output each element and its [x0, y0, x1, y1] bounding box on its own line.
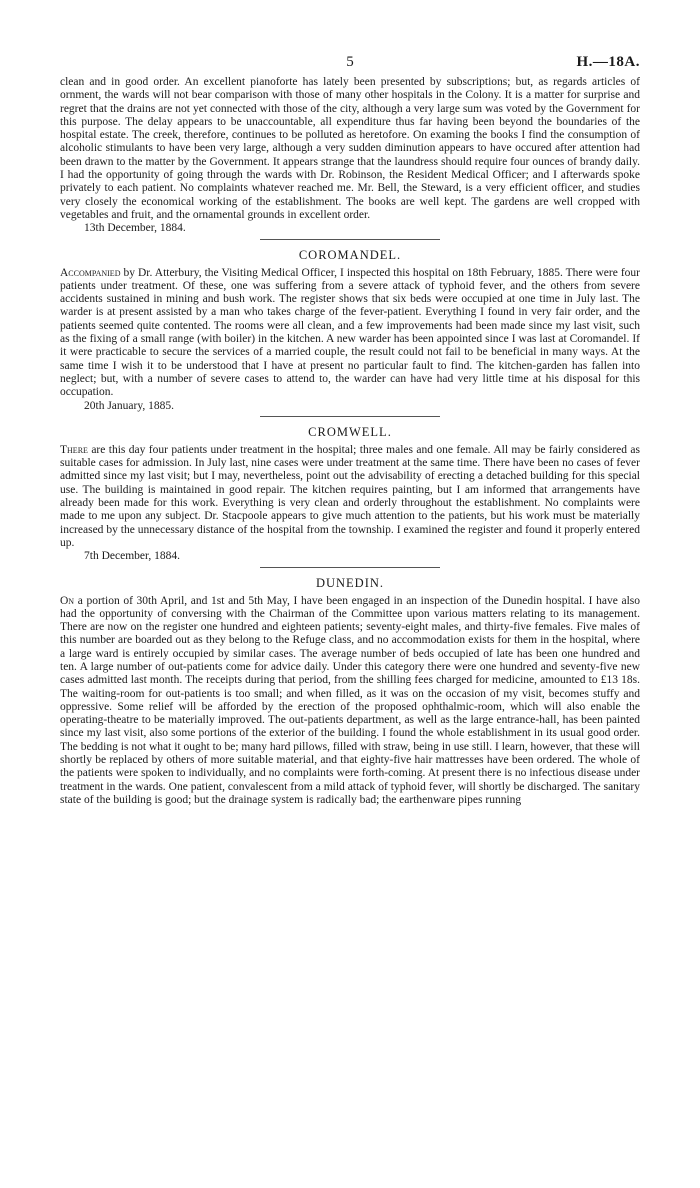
page-body	[60, 76, 640, 807]
coromandel-paragraph	[60, 267, 640, 400]
dunedin-lead-word: On	[60, 594, 75, 607]
dunedin-paragraph	[60, 595, 640, 808]
document-reference: H.—18A.	[576, 54, 640, 70]
dunedin-body: a portion of 30th April, and 1st and 5th May, I have been engaged in an inspection of the Dunedin hospital. I have also had the opportunity of conversing with the Chairman of the Committee upon various matters relating to its management. There are now on the register one hundred and eighteen patients; seventy-eight males, and thirty-five females. Five males of this number are boarded out as they belong to the Refuge class, and no accommodation exists for them in the hospital, where a large ward is entirely occupied by similar cases. The average number of beds occupied of late has been one hundred and ten. A large number of out-patients come for advice daily. Under this category there were one hundred and seventy-five new cases admitted last month. The receipts during that period, from the shilling fees charged for medicine, amounted to £13 18s. The waiting-room for out-patients is too small; and when filled, as it was on the occasion of my visit, becomes stuffy and oppressive. Some relief will be afforded by the erection of the proposed ophthalmic-room, which will also enable the operating-theatre to be materially improved. The out-patients department, as well as the large entrance-hall, has been painted since my last visit, also some portions of the exterior of the building. I found the whole establishment in its usual good order. The bedding is not what it ought to be; many hard pillows, filled with straw, being in use still. I learn, however, that these will shortly be replaced by others of more suitable material, and that eighty-five hair mattresses have been ordered. The whole of the patients were spoken to individually, and no complaints were forth-coming. At present there is no infectious disease under treatment in the wards. One patient, convalescent from a mild attack of typhoid fever, will shortly be discharged. The sanitary state of the building is good; but the drainage system is radically bad; the earthenware pipes running	[60, 594, 640, 806]
coromandel-heading: COROMANDEL.	[298, 247, 402, 262]
cromwell-heading: CROMWELL.	[308, 424, 392, 439]
continuation-paragraph: clean and in good order. An excellent pianoforte has lately been presented by subscriptions; but, as regards articles of ornment, the wards will not bear comparison with those of many other hospitals in the Colony. It is a matter for surprise and regret that the drains are not yet connected with those of the city, although a very large sum was voted by the Government for this purpose. The delay appears to be unaccountable, all expenditure thus far having been beyond the boundaries of the hospital estate. The creek, therefore, continues to be polluted as heretofore. On examing the books I find the consumption of alcoholic stimulants to have been very large, although a very sudden diminution appears to have occured after attention had been drawn to the matter by the Government. It appears strange that the laundress should require four ounces of brandy daily. I had the opportunity of going through the wards with Dr. Robinson, the Resident Medical Officer; and I afterwards spoke privately to each patient. No complaints whatever reached me. Mr. Bell, the Steward, is a very efficient officer, and studies very closely the economical working of the establishment. The books are well kept. The gardens are well cropped with vegetables and fruit, and the ornamental grounds in excellent order.	[60, 76, 640, 221]
coromandel-date: 20th January, 1885.	[84, 399, 174, 412]
dunedin-heading: DUNEDIN.	[315, 575, 385, 590]
cromwell-paragraph	[60, 444, 640, 550]
cromwell-lead-word: There	[60, 443, 88, 456]
coromandel-lead-word: Accompanied	[60, 266, 121, 279]
section-divider	[260, 416, 440, 417]
cromwell-date: 7th December, 1884.	[84, 550, 180, 563]
continuation-date: 13th December, 1884.	[84, 222, 186, 235]
coromandel-body: by Dr. Atterbury, the Visiting Medical Officer, I inspected this hospital on 18th February, 1885. There were four patients under treatment. Of these, one was suffering from a severe attack of typhoid fever, and the others from severe accidents sustained in mining and bush work. The register shows that six beds were occupied at one time in July last. The warder is at present assisted by a man who takes charge of the fever-patient. Everything I found in very fair order, and the patients seemed quite contented. The rooms were all clean, and a few improvements had been made since my last visit, such as the fixing of a small range (with boiler) in the kitchen. A new warder has been appointed since I was last at Coromandel. If it were practicable to secure the services of a married couple, the result could not fail to be beneficial in many ways. At the same time I wish it to be understood that I have at present no particular fault to find. The kitchen-garden has fallen into neglect; but, with a number of severe cases to attend to, the warder can have had very little time at his disposal for this occupation.	[60, 266, 640, 399]
page-number: 5	[346, 54, 354, 70]
cromwell-body: are this day four patients under treatment in the hospital; three males and one female. All may be fairly considered as suitable cases for admission. In July last, nine cases were under treatment at the same time. There have been no cases of fever admitted since my last visit; but I may, nevertheless, point out the advisability of erecting a detached building for this special use. The building is maintained in good repair. The kitchen requires painting, but I am informed that arrangements have already been made for this work. Everything is very clean and orderly throughout the establishment. No complaints were made to me upon any subject. Dr. Stacpoole appears to give much attention to the patients, but his work must be materially increased by the unnecessary distance of the hospital from the township. I examined the register and found it properly entered up.	[60, 443, 640, 549]
page-header	[60, 54, 640, 74]
section-divider	[260, 239, 440, 240]
section-divider	[260, 567, 440, 568]
